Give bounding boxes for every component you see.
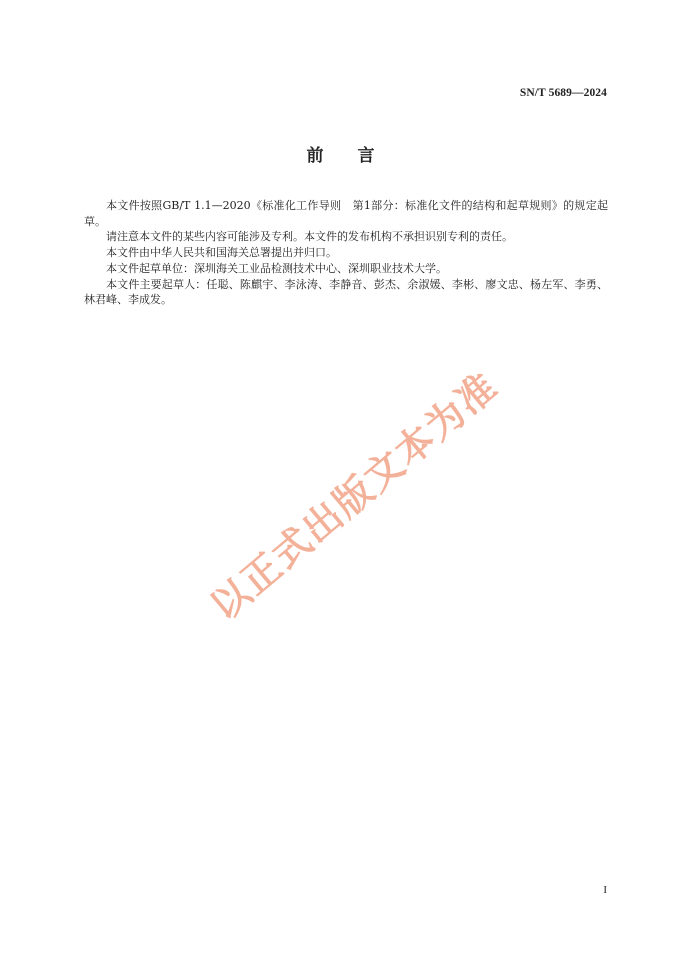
- paragraph-drafting-units: 本文件起草单位：深圳海关工业品检测技术中心、深圳职业技术大学。: [106, 261, 447, 275]
- title-part-1: 前: [306, 146, 324, 166]
- paragraph-drafters: 本文件主要起草人：任聪、陈麒宇、李泳涛、李静音、彭杰、余淑媛、李彬、廖文忠、杨左军、李勇、林君峰、李成发。: [84, 277, 608, 307]
- foreword-body: [84, 198, 608, 308]
- paragraph-proposer: 本文件由中华人民共和国海关总署提出并归口。: [106, 246, 337, 260]
- watermark-text: 以正式出版文本为准: [202, 363, 507, 629]
- page-number: I: [603, 884, 607, 896]
- paragraph-drafting-rules: 本文件按照GB/T 1.1—2020《标准化工作导则 第1部分：标准化文件的结构和起草规则》的规定起草。: [84, 199, 608, 228]
- document-code: SN/T 5689—2024: [519, 87, 607, 99]
- page-title: [0, 141, 681, 166]
- paragraph-patent-notice: 请注意本文件的某些内容可能涉及专利。本文件的发布机构不承担识别专利的责任。: [106, 230, 513, 244]
- title-part-2: 言: [357, 146, 375, 166]
